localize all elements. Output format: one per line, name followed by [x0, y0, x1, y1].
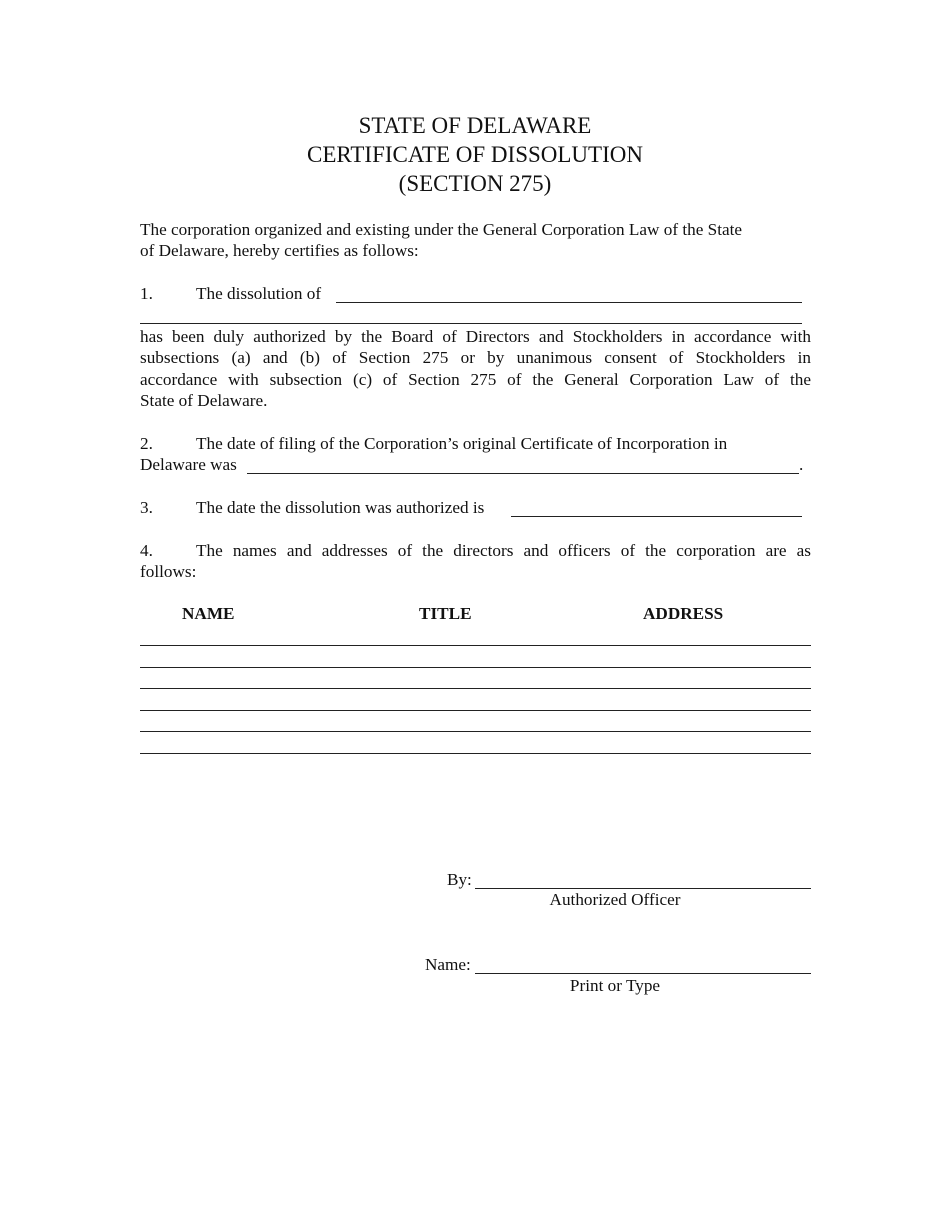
- corporation-name-field-continued[interactable]: [140, 323, 802, 324]
- item-3-number: 3.: [140, 498, 153, 517]
- item-2-line-2: Delaware was: [140, 455, 237, 474]
- incorporation-date-field[interactable]: [247, 473, 799, 474]
- corporation-name-field[interactable]: [336, 302, 802, 303]
- column-header-name: NAME: [182, 604, 235, 623]
- item-1-label: The dissolution of: [196, 284, 322, 303]
- section-title: (SECTION 275): [398, 171, 552, 196]
- item-4-line-1: The names and addresses of the directors and officers of the corporation are as: [196, 541, 811, 560]
- item-1-para-line-3: accordance with subsection (c) of Section 275 of the General Corporation Law of the: [140, 370, 811, 389]
- item-4-line-2: follows:: [140, 562, 197, 581]
- table-row[interactable]: [140, 667, 811, 668]
- table-row[interactable]: [140, 645, 811, 646]
- name-label: Name:: [425, 955, 471, 974]
- item-1-number: 1.: [140, 284, 153, 303]
- dissolution-date-field[interactable]: [511, 516, 802, 517]
- item-1-para-line-1: has been duly authorized by the Board of Directors and Stockholders in accordance with: [140, 327, 811, 346]
- item-2-line-1: The date of filing of the Corporation’s original Certificate of Incorporation in: [196, 434, 728, 453]
- authorized-officer-caption: Authorized Officer: [549, 890, 681, 909]
- by-label: By:: [447, 870, 472, 889]
- item-2-period: .: [799, 455, 804, 474]
- print-or-type-caption: Print or Type: [569, 976, 661, 995]
- item-2-number: 2.: [140, 434, 153, 453]
- item-3-label: The date the dissolution was authorized is: [196, 498, 485, 517]
- printed-name-field[interactable]: [475, 973, 811, 974]
- item-1-para-line-4: State of Delaware.: [140, 391, 268, 410]
- intro-line-1: The corporation organized and existing under the General Corporation Law of the State: [140, 220, 742, 239]
- table-row[interactable]: [140, 753, 811, 754]
- document-title: CERTIFICATE OF DISSOLUTION: [307, 142, 643, 167]
- table-row[interactable]: [140, 688, 811, 689]
- item-4-number: 4.: [140, 541, 153, 560]
- table-row[interactable]: [140, 710, 811, 711]
- item-1-para-line-2: subsections (a) and (b) of Section 275 or by unanimous consent of Stockholders in: [140, 348, 811, 367]
- state-title: STATE OF DELAWARE: [358, 113, 592, 138]
- intro-line-2: of Delaware, hereby certifies as follows:: [140, 241, 419, 260]
- column-header-title: TITLE: [419, 604, 472, 623]
- table-row[interactable]: [140, 731, 811, 732]
- column-header-address: ADDRESS: [643, 604, 724, 623]
